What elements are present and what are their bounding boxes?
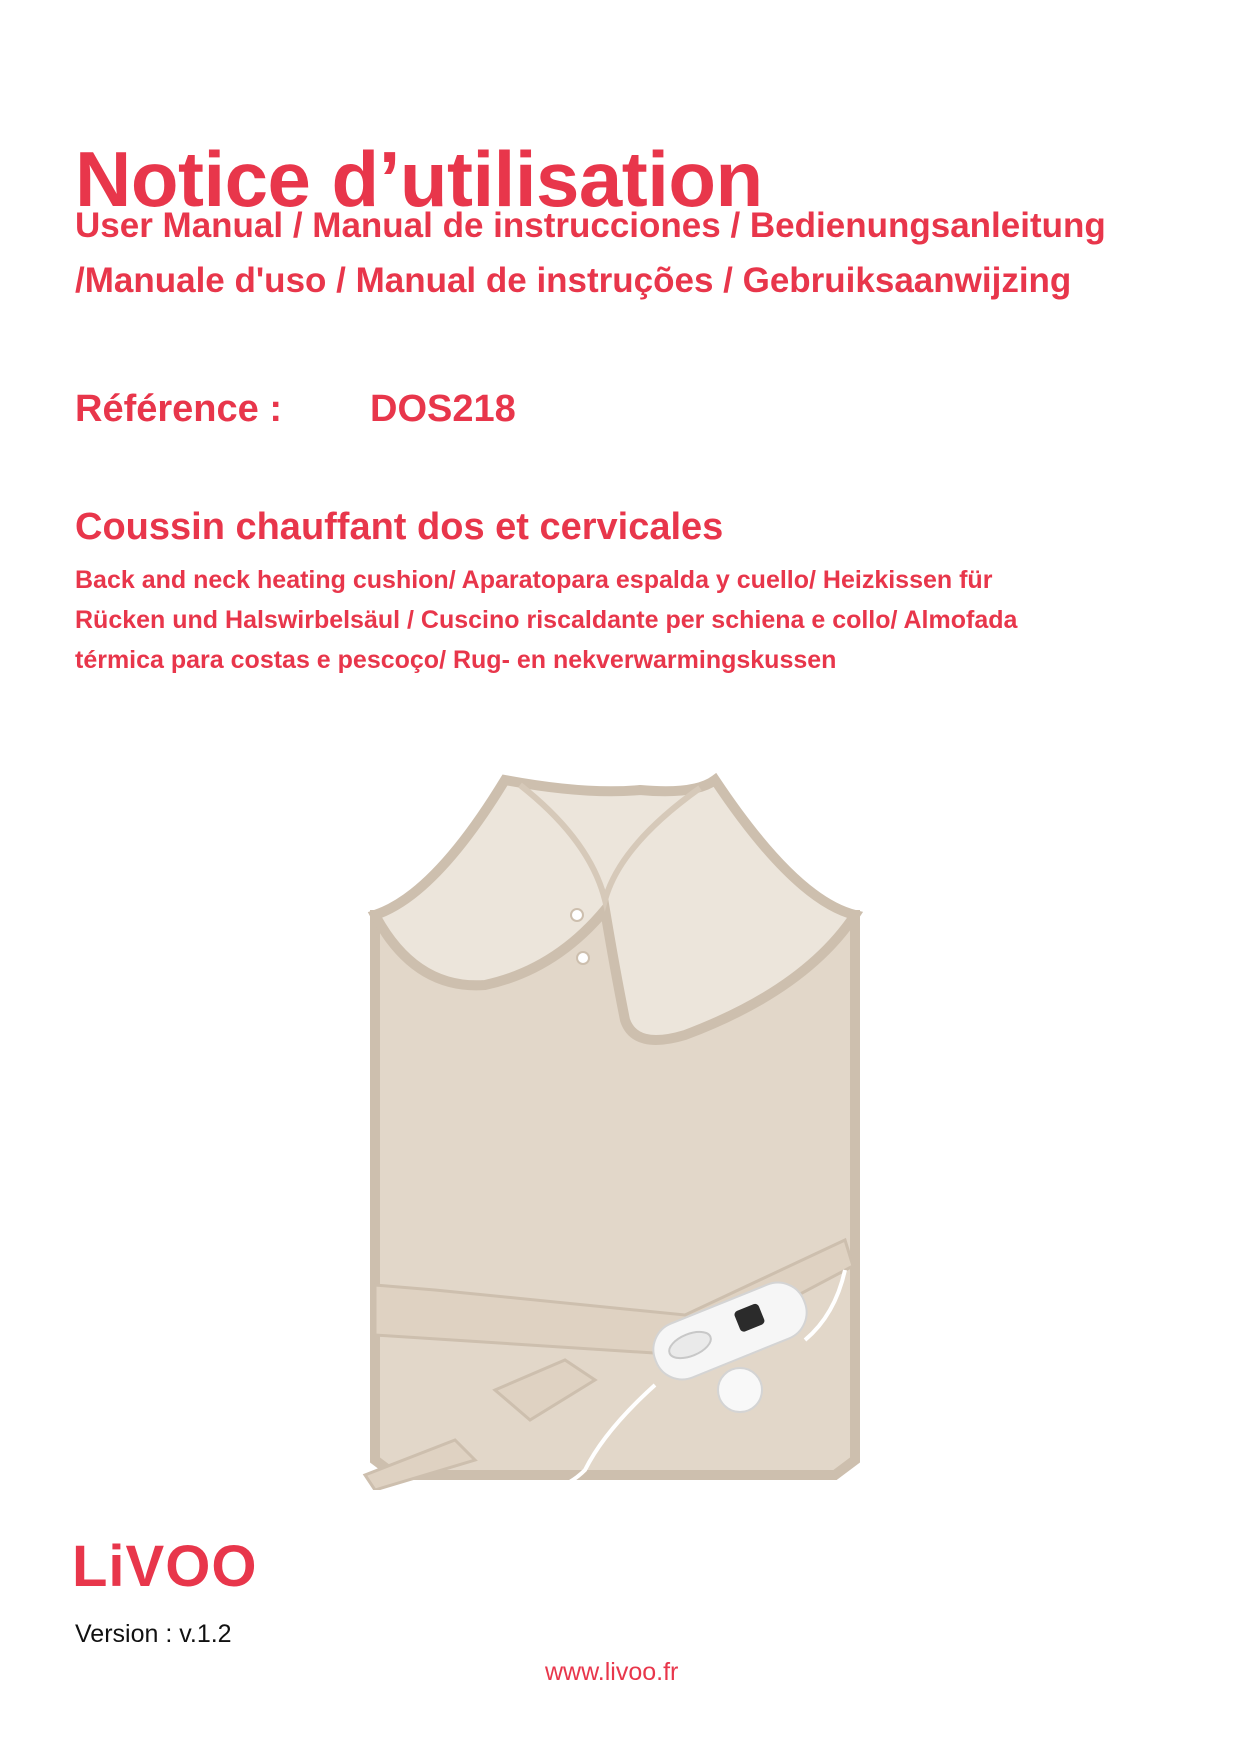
snap-button	[577, 952, 589, 964]
livoo-logo: LiVOO	[72, 1534, 258, 1599]
translation-line: Rücken und Halswirbelsäul / Cuscino riscaldante per schiena e collo/ Almofada	[75, 606, 1018, 634]
subtitle-line: /Manuale d'uso / Manual de instruções / Gebruiksaanwijzing	[75, 261, 1072, 300]
website-link[interactable]: www.livoo.fr	[545, 1658, 679, 1686]
translation-line: térmica para costas e pescoço/ Rug- en nekverwarmingskussen	[75, 646, 837, 674]
connector-disc	[718, 1368, 762, 1412]
version-label: Version : v.1.2	[75, 1620, 232, 1648]
heating-cushion-image	[355, 770, 885, 1490]
cushion-body	[375, 915, 855, 1475]
product-translations	[75, 560, 1175, 680]
translation-line: Back and neck heating cushion/ Aparatopara espalda y cuello/ Heizkissen für	[75, 566, 993, 594]
subtitle-line: User Manual / Manual de instrucciones / Bedienungsanleitung	[75, 206, 1106, 245]
snap-button	[571, 909, 583, 921]
document-subtitle	[75, 198, 1175, 308]
reference-label: Référence :	[75, 388, 282, 430]
reference-value: DOS218	[370, 388, 516, 430]
product-name: Coussin chauffant dos et cervicales	[75, 506, 724, 548]
document-title: Notice d’utilisation	[75, 135, 763, 224]
